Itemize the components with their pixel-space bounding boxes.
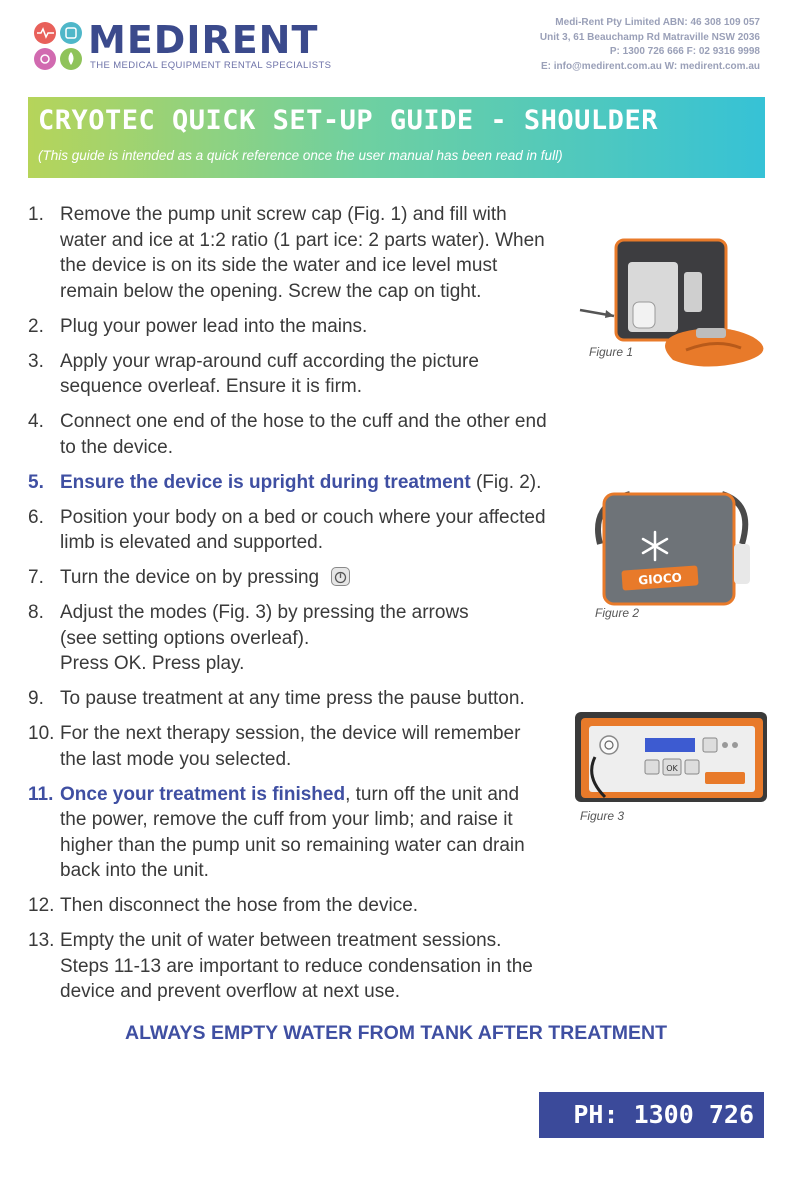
step-text: Apply your wrap-around cuff according the picture sequence overleaf. Ensure it is firm. (60, 350, 479, 397)
step-item (28, 893, 548, 919)
step-line: (see setting options overleaf). (60, 627, 310, 649)
step-text: To pause treatment at any time press the pause button. (60, 688, 525, 709)
step-text: , turn off the unit and the power, remove the cuff from your limb; and raise it higher than the pump unit so remaining water can drain back into the unit. (60, 783, 525, 881)
step-text: Turn the device on by pressing (60, 567, 320, 588)
step-item (28, 409, 548, 460)
step-number: 5. (28, 471, 44, 493)
page-subtitle: (This guide is intended as a quick reference once the user manual has been read in full) (38, 148, 563, 163)
page-title: CRYOTEC QUICK SET-UP GUIDE - SHOULDER (38, 105, 658, 136)
steps-list (28, 202, 548, 1014)
step-item (28, 928, 548, 1005)
step-text: Plug your power lead into the mains. (60, 315, 368, 337)
ok-button-label: OK (666, 764, 678, 773)
step-number: 9. (28, 688, 44, 709)
step-item (28, 721, 548, 772)
device-brand-label: GIOCO (637, 570, 683, 588)
step-number: 12. (28, 895, 55, 916)
step-number: 8. (28, 602, 44, 623)
step-number: 7. (28, 567, 44, 588)
step-item (28, 782, 548, 884)
logo-icons (32, 20, 84, 72)
step-number: 11. (28, 783, 54, 805)
title-banner (28, 97, 765, 178)
step-text: (Fig. 2). (470, 471, 542, 493)
warning-text: ALWAYS EMPTY WATER FROM TANK AFTER TREATMENT (124, 1022, 668, 1044)
step-line: Press OK. Press play. (60, 653, 245, 674)
step-item (28, 349, 548, 400)
step-item (28, 202, 548, 304)
step-text: For the next therapy session, the device will remember the last mode you selected. (60, 723, 521, 770)
step-number: 1. (28, 204, 44, 225)
figure-2-image (592, 484, 764, 614)
step-number: 13. (28, 930, 55, 951)
step-text: Empty the unit of water between treatment sessions. Steps 11-13 are important to reduce condensation in the device and prevent overflow at next use. (60, 930, 533, 1002)
phone-banner: PH: 1300 726 666 (539, 1092, 764, 1138)
figure-2-caption: Figure 2 (595, 606, 640, 620)
company-line: P: 1300 726 666 F: 02 9316 9998 (609, 46, 760, 57)
step-number: 2. (28, 315, 44, 337)
power-button-icon (331, 567, 350, 586)
step-number: 4. (28, 411, 44, 432)
step-item (28, 686, 548, 712)
step-line: Adjust the modes (Fig. 3) by pressing the arrows (60, 602, 469, 623)
step-text: Position your body on a bed or couch where your affected limb is elevated and supported. (60, 506, 546, 553)
step-number: 10. (28, 723, 55, 744)
company-details (540, 16, 760, 74)
step-item (28, 314, 548, 340)
figure-3-image (575, 712, 767, 802)
step-text: Connect one end of the hose to the cuff and the other end to the device. (60, 411, 547, 458)
logo (32, 20, 332, 72)
company-line: E: info@medirent.com.au W: medirent.com.au (540, 60, 760, 72)
company-line: Medi-Rent Pty Limited ABN: 46 308 109 057 (555, 17, 760, 28)
step-item (28, 505, 548, 556)
step-item (28, 470, 548, 496)
figure-3-caption: Figure 3 (580, 809, 625, 823)
step-item (28, 600, 548, 677)
step-highlight: Once your treatment is finished (60, 783, 346, 805)
step-highlight: Ensure the device is upright during treatment (60, 471, 471, 493)
step-number: 3. (28, 350, 44, 372)
brand-name: MEDIRENT (88, 18, 319, 62)
company-line: Unit 3, 61 Beauchamp Rd Matraville NSW 2036 (539, 31, 760, 43)
step-text: Remove the pump unit screw cap (Fig. 1) and fill with water and ice at 1:2 ratio (1 part ice: 2 parts water). When the device is on its side the water and ice level must remain below the opening. Screw the cap on tight. (60, 204, 545, 302)
step-text: Then disconnect the hose from the device. (60, 895, 419, 916)
step-item (28, 565, 548, 591)
brand-tagline: THE MEDICAL EQUIPMENT RENTAL SPECIALISTS (90, 60, 332, 71)
step-number: 6. (28, 506, 44, 528)
figure-1-caption: Figure 1 (589, 345, 634, 359)
